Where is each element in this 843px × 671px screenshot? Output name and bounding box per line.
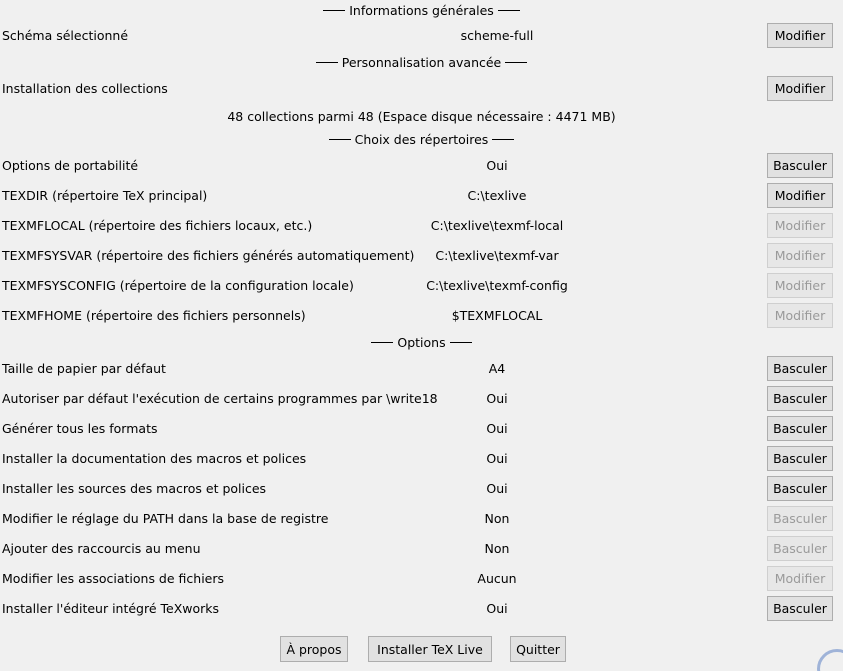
row-label: Modifier les associations de fichiers	[2, 571, 225, 586]
row-label: Schéma sélectionné	[2, 28, 129, 43]
modify-button: Modifier	[767, 243, 833, 268]
row-value: scheme-full	[460, 28, 534, 43]
toggle-button[interactable]: Basculer	[767, 356, 833, 381]
dir-row	[0, 212, 843, 240]
modify-button: Modifier	[767, 303, 833, 328]
toggle-button[interactable]: Basculer	[767, 386, 833, 411]
modify-scheme-button[interactable]: Modifier	[767, 23, 833, 48]
section-title-advanced: Personnalisation avancée	[341, 54, 502, 70]
row-scheme	[0, 22, 843, 50]
row-value: A4	[488, 361, 506, 376]
option-row	[0, 445, 843, 473]
row-value: $TEXMFLOCAL	[451, 308, 543, 323]
toggle-button[interactable]: Basculer	[767, 476, 833, 501]
about-button[interactable]: À propos	[280, 636, 348, 662]
header-rule	[323, 10, 345, 11]
row-label: Ajouter des raccourcis au menu	[2, 541, 201, 556]
toggle-button[interactable]: Basculer	[767, 446, 833, 471]
quit-button[interactable]: Quitter	[510, 636, 566, 662]
row-label: Taille de papier par défaut	[2, 361, 166, 376]
row-value: Oui	[486, 158, 508, 173]
dir-row	[0, 302, 843, 330]
section-title-options: Options	[397, 334, 446, 350]
collections-info: 48 collections parmi 48 (Espace disque nécessaire : 4471 MB)	[227, 109, 616, 124]
install-button[interactable]: Installer TeX Live	[368, 636, 492, 662]
row-label: Installation des collections	[2, 81, 168, 96]
row-label: Installer l'éditeur intégré TeXworks	[2, 601, 220, 616]
modify-button: Modifier	[767, 273, 833, 298]
corner-decoration	[817, 649, 843, 671]
row-value: C:\texlive\texmf-config	[426, 278, 568, 293]
dir-row	[0, 182, 843, 210]
header-rule	[492, 139, 514, 140]
header-rule	[329, 139, 351, 140]
modify-button[interactable]: Modifier	[767, 183, 833, 208]
toggle-button[interactable]: Basculer	[767, 153, 833, 178]
section-title-dirs: Choix des répertoires	[354, 131, 489, 147]
section-header-options	[0, 332, 843, 352]
modify-button: Modifier	[767, 213, 833, 238]
option-row	[0, 505, 843, 533]
option-row	[0, 415, 843, 443]
row-label: TEXMFLOCAL (répertoire des fichiers locaux, etc.)	[2, 218, 313, 233]
row-value: Aucun	[477, 571, 517, 586]
option-row	[0, 355, 843, 383]
section-header-dirs	[0, 129, 843, 149]
row-label: Autoriser par défaut l'exécution de certains programmes par \write18	[2, 391, 438, 406]
row-label: TEXMFSYSCONFIG (répertoire de la configuration locale)	[2, 278, 354, 293]
row-label: TEXMFHOME (répertoire des fichiers personnels)	[2, 308, 306, 323]
header-rule	[371, 342, 393, 343]
toggle-button[interactable]: Basculer	[767, 416, 833, 441]
toggle-button: Basculer	[767, 536, 833, 561]
option-row	[0, 535, 843, 563]
option-row	[0, 475, 843, 503]
row-value: C:\texlive\texmf-local	[430, 218, 564, 233]
section-title-general: Informations générales	[349, 2, 494, 18]
header-rule	[450, 342, 472, 343]
row-value: Non	[484, 511, 510, 526]
modify-collections-button[interactable]: Modifier	[767, 76, 833, 101]
section-header-general	[0, 0, 843, 20]
row-value: Oui	[486, 451, 508, 466]
row-label: Installer les sources des macros et polices	[2, 481, 267, 496]
row-value: C:\texlive\texmf-var	[435, 248, 559, 263]
modify-button: Modifier	[767, 566, 833, 591]
header-rule	[498, 10, 520, 11]
row-value: Oui	[486, 481, 508, 496]
header-rule	[505, 62, 527, 63]
option-row	[0, 565, 843, 593]
row-label: Installer la documentation des macros et polices	[2, 451, 307, 466]
row-label: Modifier le réglage du PATH dans la base de registre	[2, 511, 329, 526]
option-row	[0, 595, 843, 623]
dir-row	[0, 242, 843, 270]
option-row	[0, 385, 843, 413]
row-label: Options de portabilité	[2, 158, 139, 173]
header-rule	[316, 62, 338, 63]
row-collections	[0, 75, 843, 103]
section-header-advanced	[0, 52, 843, 72]
row-label: TEXMFSYSVAR (répertoire des fichiers générés automatiquement)	[2, 248, 415, 263]
toggle-button[interactable]: Basculer	[767, 596, 833, 621]
dir-row	[0, 152, 843, 180]
toggle-button: Basculer	[767, 506, 833, 531]
row-label: Générer tous les formats	[2, 421, 158, 436]
row-value: Non	[484, 541, 510, 556]
row-value: Oui	[486, 601, 508, 616]
row-value: Oui	[486, 421, 508, 436]
row-value: C:\texlive	[467, 188, 527, 203]
row-label: TEXDIR (répertoire TeX principal)	[2, 188, 208, 203]
row-value: Oui	[486, 391, 508, 406]
dir-row	[0, 272, 843, 300]
